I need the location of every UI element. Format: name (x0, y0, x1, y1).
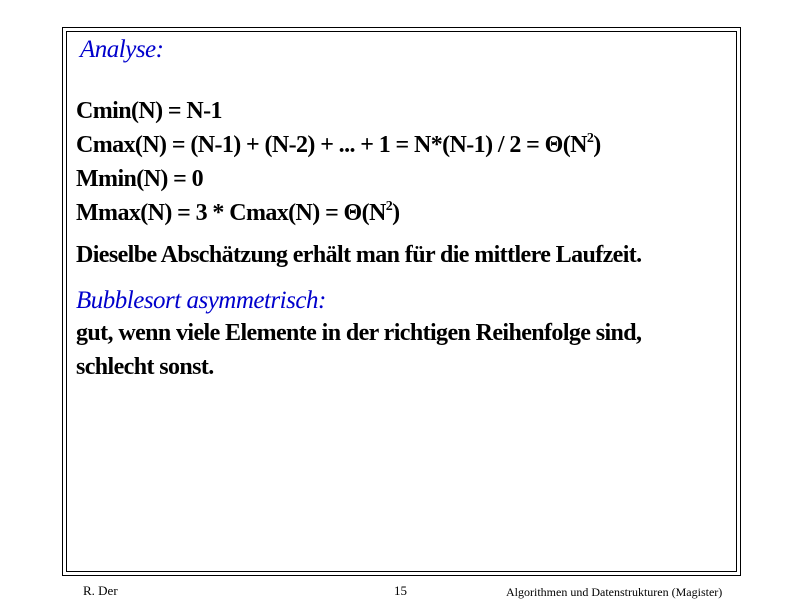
formula-mmax-exponent: 2 (385, 199, 393, 214)
bubblesort-text-line2: schlecht sonst. (76, 354, 214, 380)
formula-mmax-end: ) (392, 200, 400, 226)
footer-author: R. Der (83, 583, 118, 598)
formula-cmax (76, 132, 601, 159)
formula-cmax-exponent: 2 (586, 131, 594, 146)
formula-cmin: Cmin(N) = N-1 (76, 98, 222, 124)
formula-cmax-end: ) (593, 132, 601, 158)
formula-cmax-main: Cmax(N) = (N-1) + (N-2) + ... + 1 = N*(N-1) / 2 = Θ(N (76, 132, 587, 158)
heading-bubblesort: Bubblesort asymmetrisch: (76, 287, 326, 314)
footer-page-number: 15 (394, 583, 407, 598)
formula-mmax-main: Mmax(N) = 3 * Cmax(N) = Θ(N (76, 200, 386, 226)
footer-course: Algorithmen und Datenstrukturen (Magister) (506, 585, 723, 599)
formula-mmin: Mmin(N) = 0 (76, 166, 204, 192)
heading-analyse: Analyse: (80, 36, 164, 63)
bubblesort-text-line1: gut, wenn viele Elemente in der richtigen Reihenfolge sind, (76, 320, 642, 346)
estimate-text: Dieselbe Abschätzung erhält man für die mittlere Laufzeit. (76, 242, 642, 268)
formula-mmax (76, 200, 400, 227)
